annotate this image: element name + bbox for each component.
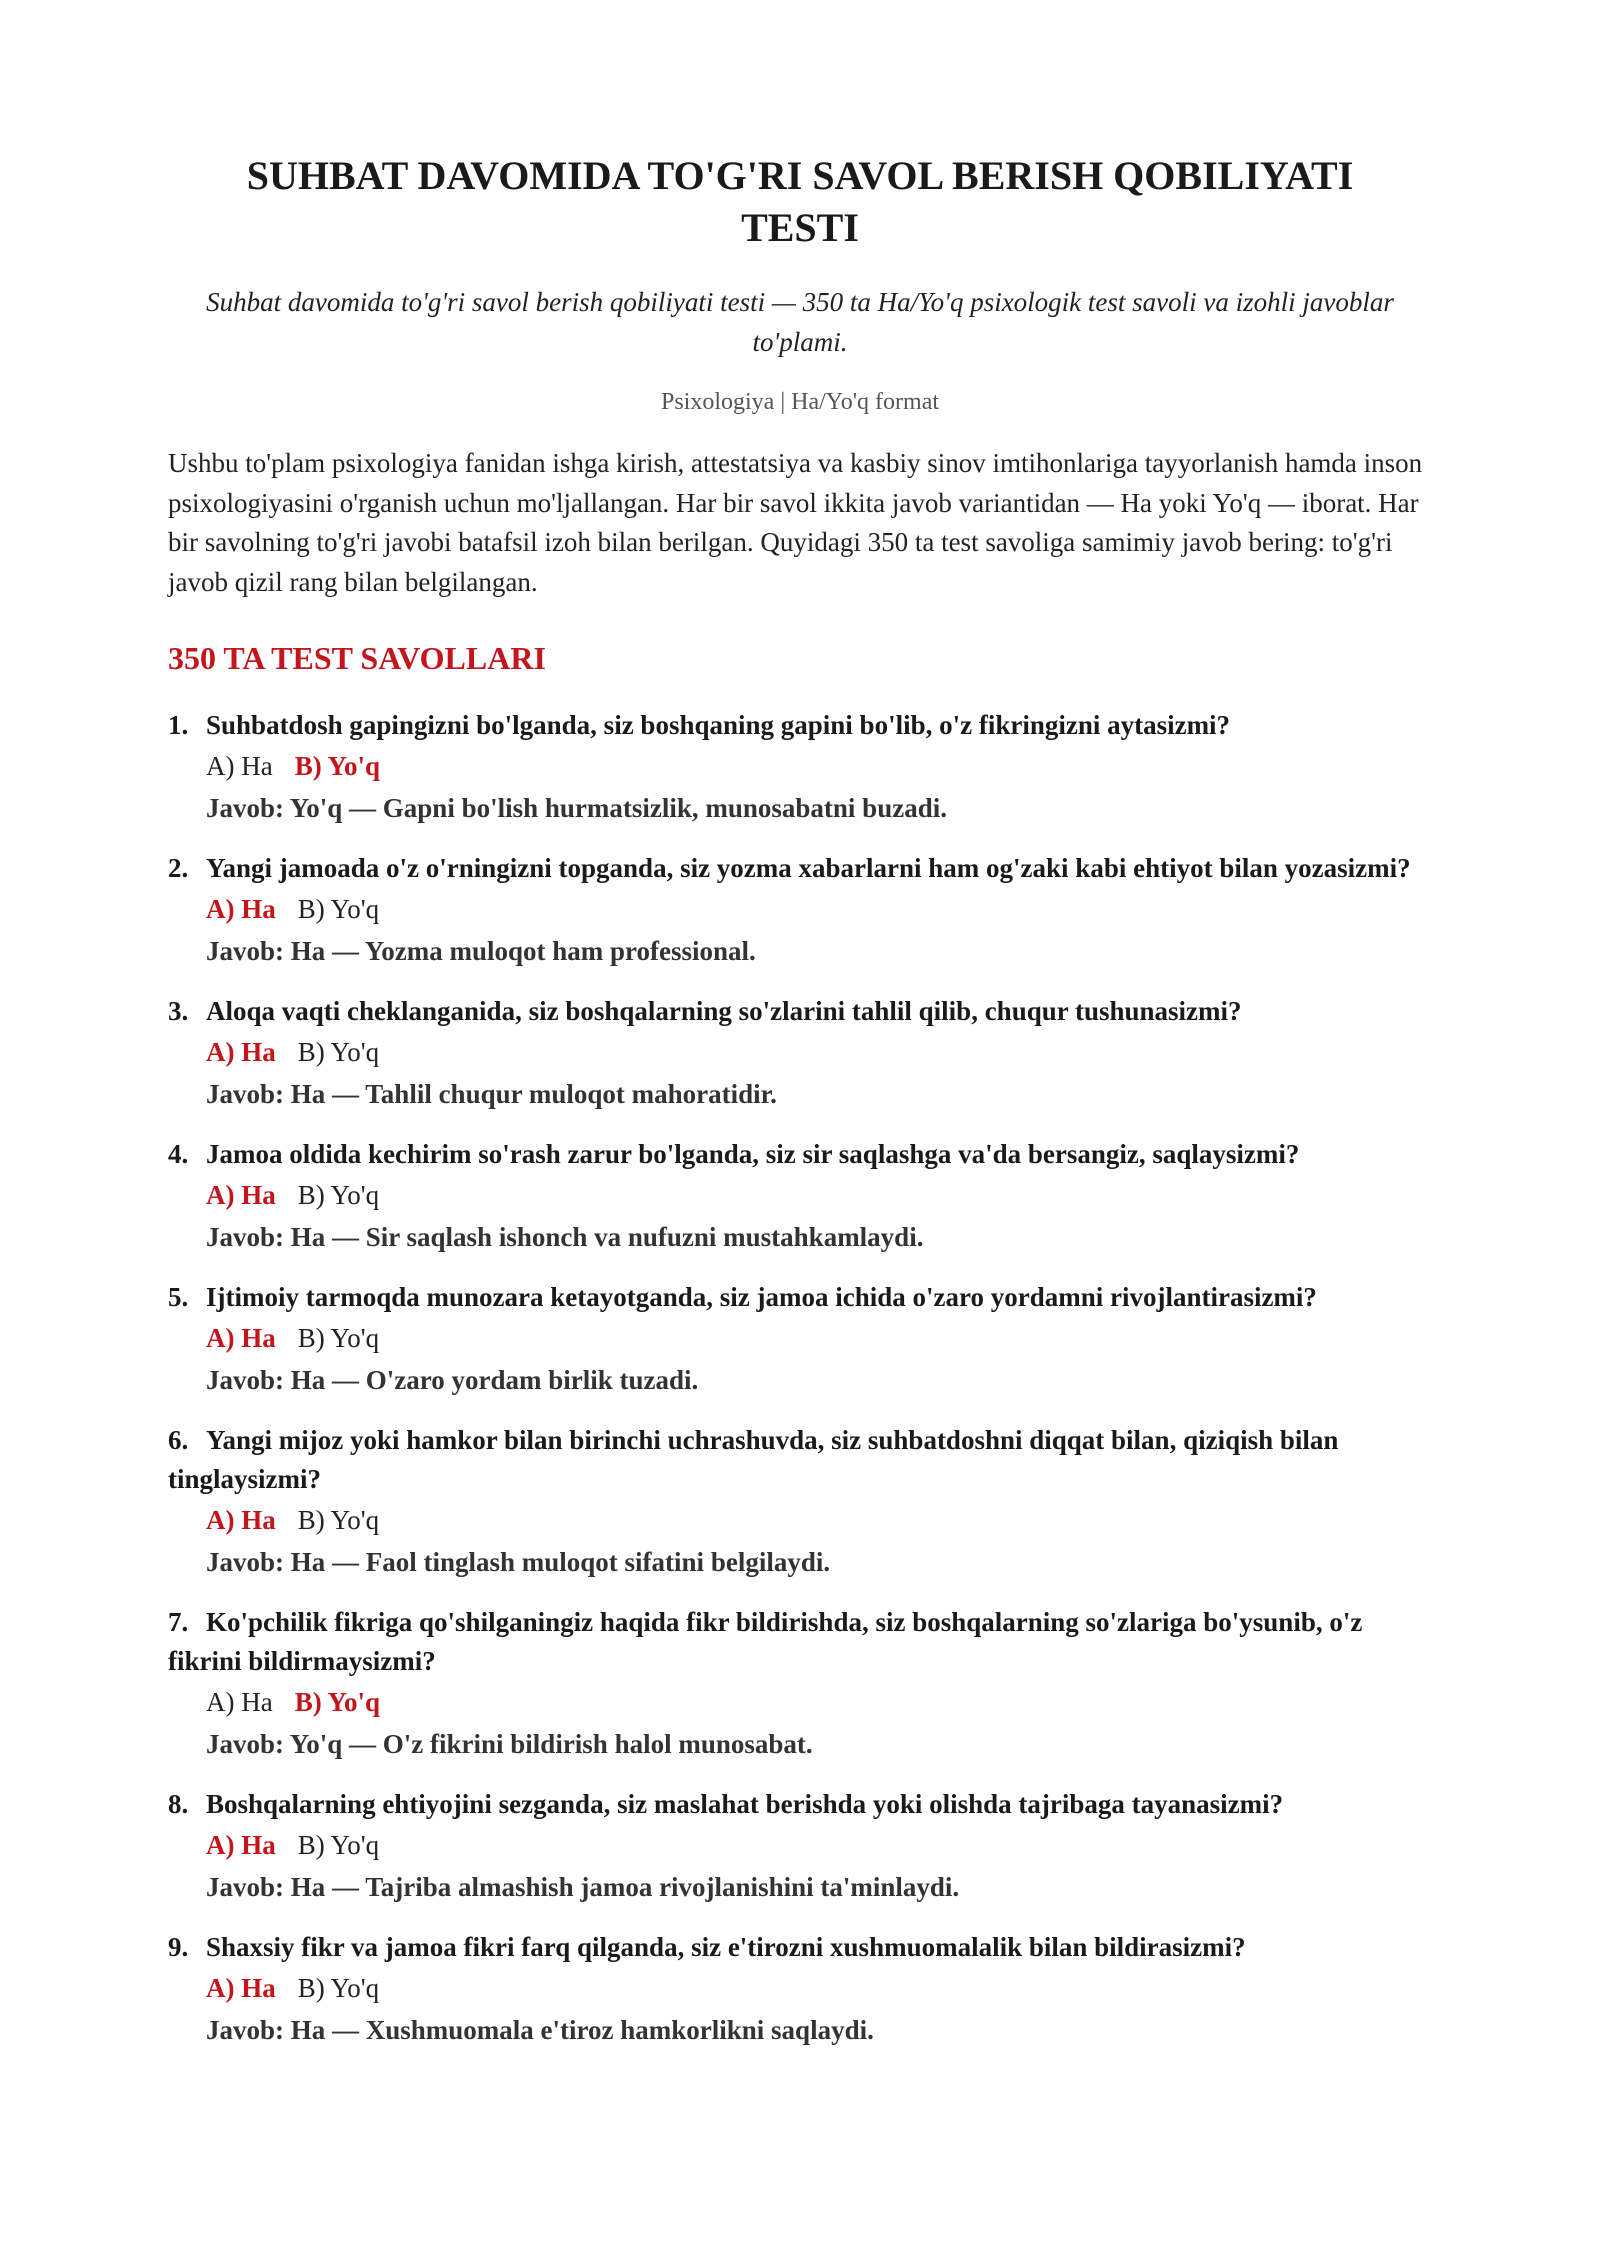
option-b: B) Yo'q (297, 894, 380, 924)
answer-options (168, 1967, 1432, 2009)
question-number: 4. (168, 1139, 189, 1169)
question-text: Ko'pchilik fikriga qo'shilganingiz haqida fikr bildirishda, siz boshqalarning so'zlariga bo'ysunib, o'z fikrini bildirmaysizmi? (168, 1607, 1363, 1676)
answer-options (168, 745, 1432, 787)
page-title: SUHBAT DAVOMIDA TO'G'RI SAVOL BERISH QOBILIYATI TESTI (246, 153, 1354, 250)
question-item (168, 1421, 1432, 1583)
question-text-row (168, 849, 1432, 888)
question-text-row (168, 1421, 1432, 1499)
question-number: 7. (168, 1607, 189, 1637)
answer-options (168, 888, 1432, 930)
answer-explanation: Javob: Ha — Xushmuomala e'tiroz hamkorlikni saqlaydi. (206, 2015, 874, 2045)
option-a-correct: A) Ha (206, 1323, 276, 1353)
option-a-correct: A) Ha (206, 1505, 276, 1535)
question-text: Ijtimoiy tarmoqda munozara ketayotganda, siz jamoa ichida o'zaro yordamni rivojlantirasizmi? (206, 1282, 1317, 1312)
option-b-correct: B) Yo'q (294, 751, 381, 781)
option-a-correct: A) Ha (206, 894, 276, 924)
answer-explanation: Javob: Yo'q — O'z fikrini bildirish halol munosabat. (206, 1729, 813, 1759)
question-item (168, 1603, 1432, 1765)
option-a-correct: A) Ha (206, 1037, 276, 1067)
option-b: B) Yo'q (297, 1037, 380, 1067)
question-number: 3. (168, 996, 189, 1026)
option-b: B) Yo'q (297, 1973, 380, 2003)
question-text-row (168, 1603, 1432, 1681)
question-number: 8. (168, 1789, 189, 1819)
section-heading: 350 TA TEST SAVOLLARI (168, 640, 546, 676)
answer-explanation: Javob: Ha — Sir saqlash ishonch va nufuzni mustahkamlaydi. (206, 1222, 924, 1252)
answer-options (168, 1317, 1432, 1359)
option-a: A) Ha (206, 751, 273, 781)
question-text: Jamoa oldida kechirim so'rash zarur bo'lganda, siz sir saqlashga va'da bersangiz, saqlaysizmi? (206, 1139, 1300, 1169)
question-number: 5. (168, 1282, 189, 1312)
question-text-row (168, 706, 1432, 745)
question-item (168, 1928, 1432, 2051)
answer-explanation: Javob: Ha — Tahlil chuqur muloqot mahoratidir. (206, 1079, 777, 1109)
question-text: Yangi jamoada o'z o'rningizni topganda, siz yozma xabarlarni ham og'zaki kabi ehtiyot bilan yozasizmi? (206, 853, 1411, 883)
intro-paragraph: Ushbu to'plam psixologiya fanidan ishga kirish, attestatsiya va kasbiy sinov imtihonlariga tayyorlanish hamda inson psixologiyasini o'rganish uchun mo'ljallangan. Har bir savol ikkita javob variantidan — Ha yoki Yo'q — iborat. Har bir savolning to'g'ri javobi batafsil izoh bilan berilgan. Quyidagi 350 ta test savoliga samimiy javob bering: to'g'ri javob qizil rang bilan belgilangan. (168, 448, 1423, 597)
question-item (168, 992, 1432, 1115)
answer-options (168, 1499, 1432, 1541)
question-text-row (168, 1785, 1432, 1824)
option-b: B) Yo'q (297, 1505, 380, 1535)
option-b: B) Yo'q (297, 1180, 380, 1210)
answer-options (168, 1681, 1432, 1723)
question-item (168, 706, 1432, 829)
question-number: 6. (168, 1425, 189, 1455)
question-text-row (168, 1278, 1432, 1317)
question-list (168, 706, 1432, 2051)
question-text-row (168, 1928, 1432, 1967)
answer-explanation: Javob: Ha — O'zaro yordam birlik tuzadi. (206, 1365, 699, 1395)
answer-explanation: Javob: Ha — Yozma muloqot ham professional. (206, 936, 756, 966)
question-item (168, 1278, 1432, 1401)
question-text-row (168, 1135, 1432, 1174)
question-text: Suhbatdosh gapingizni bo'lganda, siz boshqaning gapini bo'lib, o'z fikringizni aytasizmi? (206, 710, 1231, 740)
option-b: B) Yo'q (297, 1830, 380, 1860)
question-text: Yangi mijoz yoki hamkor bilan birinchi uchrashuvda, siz suhbatdoshni diqqat bilan, qiziqish bilan tinglaysizmi? (168, 1425, 1339, 1494)
question-number: 2. (168, 853, 189, 883)
option-a-correct: A) Ha (206, 1180, 276, 1210)
question-item (168, 849, 1432, 972)
option-a: A) Ha (206, 1687, 273, 1717)
answer-options (168, 1174, 1432, 1216)
answer-explanation: Javob: Ha — Faol tinglash muloqot sifatini belgilaydi. (206, 1547, 831, 1577)
option-b: B) Yo'q (297, 1323, 380, 1353)
answer-explanation: Javob: Ha — Tajriba almashish jamoa rivojlanishini ta'minlaydi. (206, 1872, 960, 1902)
question-number: 9. (168, 1932, 189, 1962)
answer-explanation: Javob: Yo'q — Gapni bo'lish hurmatsizlik, munosabatni buzadi. (206, 793, 947, 823)
question-number: 1. (168, 710, 189, 740)
question-text: Boshqalarning ehtiyojini sezganda, siz maslahat berishda yoki olishda tajribaga tayanasizmi? (206, 1789, 1284, 1819)
answer-options (168, 1824, 1432, 1866)
answer-options (168, 1031, 1432, 1073)
page-subtitle: Suhbat davomida to'g'ri savol berish qobiliyati testi — 350 ta Ha/Yo'q psixologik test savoli va izohli javoblar to'plami. (206, 287, 1394, 357)
question-item (168, 1135, 1432, 1258)
question-item (168, 1785, 1432, 1908)
option-a-correct: A) Ha (206, 1973, 276, 2003)
category-meta: Psixologiya | Ha/Yo'q format (660, 389, 940, 415)
question-text: Aloqa vaqti cheklanganida, siz boshqalarning so'zlarini tahlil qilib, chuqur tushunasizmi? (206, 996, 1242, 1026)
option-a-correct: A) Ha (206, 1830, 276, 1860)
question-text-row (168, 992, 1432, 1031)
question-text: Shaxsiy fikr va jamoa fikri farq qilganda, siz e'tirozni xushmuomalalik bilan bildirasizmi? (206, 1932, 1246, 1962)
option-b-correct: B) Yo'q (294, 1687, 381, 1717)
